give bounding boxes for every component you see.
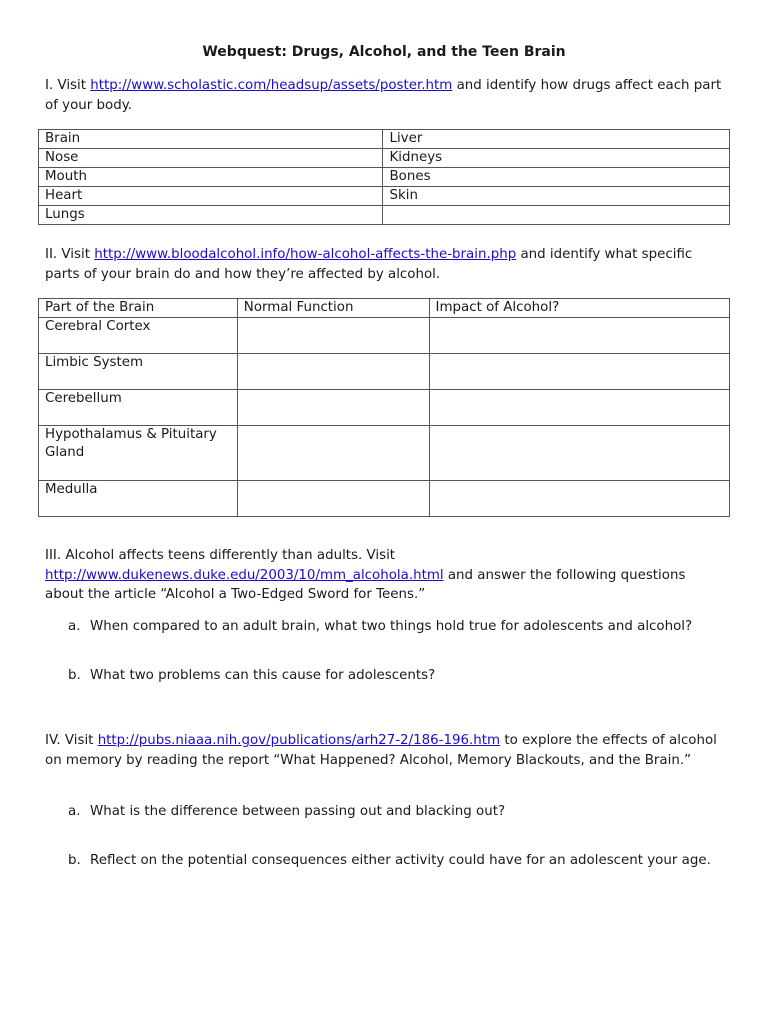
table-cell: Liver	[383, 130, 730, 149]
brain-part-cell: Hypothalamus & Pituitary Gland	[39, 426, 238, 481]
question-text: What is the difference between passing out and blacking out?	[90, 804, 506, 819]
table-cell: Heart	[39, 187, 383, 206]
page-title: Webquest: Drugs, Alcohol, and the Teen Brain	[202, 44, 566, 60]
brain-part-cell: Cerebellum	[39, 390, 238, 426]
question-text: What two problems can this cause for adolescents?	[90, 668, 436, 683]
table-row	[39, 354, 730, 390]
brain-part-cell: Cerebral Cortex	[39, 318, 238, 354]
table-cell: Skin	[383, 187, 730, 206]
table-row	[39, 390, 730, 426]
header-normal-function: Normal Function	[237, 299, 429, 318]
table-row	[39, 168, 730, 187]
section-4-suffix: to explore the effects of alcohol on memory by reading the report “What Happened? Alcohol, Memory Blackouts, and the Brain.”	[45, 733, 717, 768]
table-row	[39, 130, 730, 149]
table-cell: Bones	[383, 168, 730, 187]
table-row	[39, 481, 730, 517]
table-row	[39, 187, 730, 206]
table-cell: Lungs	[39, 206, 383, 225]
section-3-prefix: III. Alcohol affects teens differently than adults. Visit	[45, 548, 396, 563]
section-2-instructions	[45, 245, 725, 284]
table-cell: Brain	[39, 130, 383, 149]
table-row	[39, 426, 730, 481]
table-cell: Mouth	[39, 168, 383, 187]
brain-parts-table	[38, 298, 730, 517]
question-text: When compared to an adult brain, what two things hold true for adolescents and alcohol?	[90, 619, 693, 634]
section-2-prefix: II. Visit	[45, 247, 95, 262]
impact-of-alcohol-cell[interactable]	[429, 426, 729, 481]
section-3-instructions	[45, 546, 725, 605]
question-letter: a.	[68, 619, 81, 634]
bloodalcohol-link[interactable]: http://www.bloodalcohol.info/how-alcohol-affects-the-brain.php	[94, 247, 517, 262]
question-text: Reflect on the potential consequences either activity could have for an adolescent your age.	[90, 853, 711, 868]
question-letter: b.	[68, 853, 81, 868]
niaaa-link[interactable]: http://pubs.niaaa.nih.gov/publications/arh27-2/186-196.htm	[97, 733, 501, 748]
impact-of-alcohol-cell[interactable]	[429, 390, 729, 426]
table-cell	[383, 206, 730, 225]
section-1-suffix: and identify how drugs affect each part of your body.	[45, 78, 722, 113]
question-4b	[68, 851, 718, 871]
impact-of-alcohol-cell[interactable]	[429, 354, 729, 390]
table-row	[39, 318, 730, 354]
question-4a	[68, 802, 718, 822]
question-3a	[68, 617, 718, 637]
impact-of-alcohol-cell[interactable]	[429, 318, 729, 354]
body-parts-table	[38, 129, 730, 225]
table-header-row	[39, 299, 730, 318]
question-letter: a.	[68, 804, 81, 819]
brain-part-cell: Medulla	[39, 481, 238, 517]
brain-part-cell: Limbic System	[39, 354, 238, 390]
section-1-prefix: I. Visit	[45, 78, 91, 93]
table-cell: Nose	[39, 149, 383, 168]
normal-function-cell[interactable]	[237, 354, 429, 390]
question-letter: b.	[68, 668, 81, 683]
section-4-prefix: IV. Visit	[45, 733, 98, 748]
table-row	[39, 206, 730, 225]
table-cell: Kidneys	[383, 149, 730, 168]
header-part-of-brain: Part of the Brain	[39, 299, 238, 318]
section-1-instructions	[45, 76, 725, 115]
section-2-suffix: and identify what specific parts of your brain do and how they’re affected by alcohol.	[45, 247, 693, 282]
normal-function-cell[interactable]	[237, 390, 429, 426]
table-row	[39, 149, 730, 168]
normal-function-cell[interactable]	[237, 481, 429, 517]
impact-of-alcohol-cell[interactable]	[429, 481, 729, 517]
question-3b	[68, 666, 718, 686]
header-impact-of-alcohol: Impact of Alcohol?	[429, 299, 729, 318]
normal-function-cell[interactable]	[237, 318, 429, 354]
section-3-suffix: and answer the following questions about the article “Alcohol a Two-Edged Sword for Teens.”	[45, 567, 686, 602]
section-4-instructions	[45, 731, 725, 770]
scholastic-link[interactable]: http://www.scholastic.com/headsup/assets/poster.htm	[90, 78, 453, 93]
dukenews-link[interactable]: http://www.dukenews.duke.edu/2003/10/mm_alcohola.html	[45, 567, 444, 583]
normal-function-cell[interactable]	[237, 426, 429, 481]
